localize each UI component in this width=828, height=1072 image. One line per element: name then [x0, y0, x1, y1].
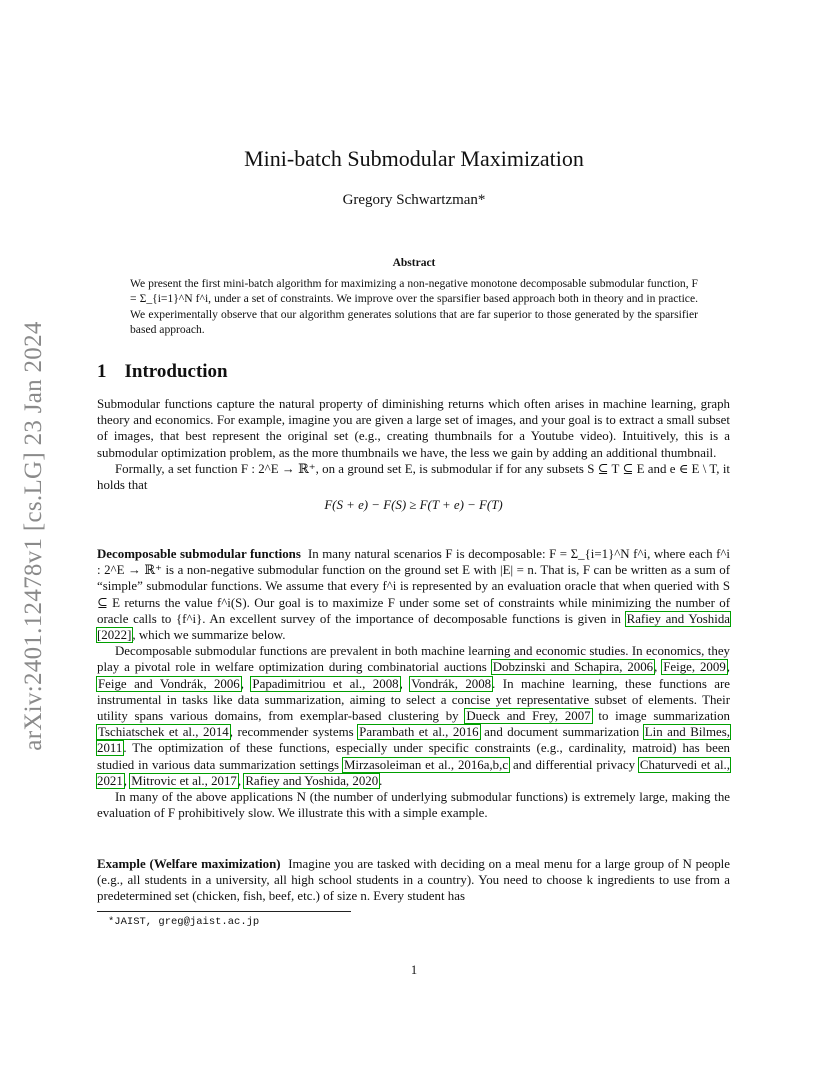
paragraph-4-text: . In machine learning, these functions are instrumental in tasks like data summarization, aiming to select a concise yet representative subset of elements. Their utility spans various domains, from exemplar-based clustering by [97, 676, 730, 724]
citation-link[interactable]: Chaturvedi et al., 2021 [97, 757, 730, 788]
citation-link[interactable]: Dueck and Frey, 2007 [466, 709, 591, 724]
section-heading [97, 361, 228, 383]
paragraph-4-text: and differential privacy [512, 757, 636, 772]
equation: F(S + e) − F(S) ≥ F(T + e) − F(T) [324, 498, 503, 513]
paragraph-3-heading: Decomposable submodular functions [97, 547, 301, 561]
paragraph-3 [97, 546, 730, 643]
citation-link[interactable]: Tschiatschek et al., 2014 [98, 725, 229, 740]
section-title: Introduction [124, 361, 228, 382]
paragraph-4-text: to image summarization [598, 709, 731, 724]
citation-link[interactable]: Feige and Vondrák, 2006 [98, 676, 240, 691]
citation-link[interactable]: Rafiey and Yoshida [2022] [97, 611, 730, 643]
citation-link[interactable]: Dobzinski and Schapira, 2006 [492, 660, 654, 675]
footnote: *JAIST, greg@jaist.ac.jp [108, 916, 260, 928]
section-number: 1 [97, 361, 107, 382]
paragraph-3-text: In many natural scenarios F is decomposable: F = Σ_{i=1}^N f^i, where each f^i : 2^E → ℝ⁺ is a non-negative submodular function on the ground set E with |E| = n. That is, F can be written as a sum of “simple” submodular functions. We assume that every f^i is represented by an evaluation oracle that when queried with S ⊆ E returns the value f^i(S). Our goal is to maximize F under some set of constraints while minimizing the number of oracle calls to {f^i}. An excellent survey of the importance of decomposable functions is given in [97, 547, 731, 626]
paper-title: Mini-batch Submodular Maximization [244, 146, 584, 171]
paragraph-4-text: . The optimization of these functions, especially under specific constraints (e.g., cardinality, matroid) has been studied in various data summarization settings [97, 741, 730, 772]
paragraph-4-text: and document summarization [484, 725, 640, 740]
citation-link[interactable]: Rafiey and Yoshida, 2020 [245, 773, 379, 788]
paragraph-4: Decomposable submodular functions are prevalent in both machine learning and economic studies. In economics, they play a pivotal role in welfare optimization during combinatorial auctions Dobzinski and Schapira, 2006, Feige, 2009, Feige and Vondrák, 2006, Papadimitriou et al., 2008, Vondrák, 2008. In machine learning, these functions are instrumental in tasks like data summarization, aiming to select a concise yet representative subset of elements. Their utility spans various domains, from exemplar-based clustering by Dueck and Frey, 2007 to image summarization Tschiatschek et al., 2014, recommender systems Parambath et al., 2016 and document summarization Lin and Bilmes, 2011. The optimization of these functions, especially under specific constraints (e.g., cardinality, matroid) has been studied in various data summarization settings Mirzasoleiman et al., 2016a,b,c and differential privacy Chaturvedi et al., 2021, Mitrovic et al., 2017, Rafiey and Yoshida, 2020. [97, 644, 731, 788]
body-text-2 [97, 546, 730, 821]
arxiv-id: arXiv:2401.12478v1 [cs.LG] 23 Jan 2024 [20, 321, 47, 751]
paragraph-2: Formally, a set function F : 2^E → ℝ⁺, on a ground set E, is submodular if for any subsets S ⊆ T ⊆ E and e ∈ E \ T, it holds that [97, 461, 730, 493]
citation-link[interactable]: Vondrák, 2008 [411, 676, 492, 691]
citation-link[interactable]: Lin and Bilmes, 2011 [97, 725, 730, 756]
citation-link[interactable]: Parambath et al., 2016 [359, 725, 479, 740]
paper-author: Gregory Schwartzman* [342, 192, 486, 208]
page-number: 1 [410, 963, 418, 977]
abstract-text: We present the first mini-batch algorithm for maximizing a non-negative monotone decomposable submodular function, F = Σ_{i=1}^N f^i, under a set of constraints. We improve over the sparsifier based approach both in theory and in practice. We experimentally observe that our algorithm generates solutions that are far superior to those generated by the sparsifier based approach. [130, 277, 698, 336]
citation-link[interactable]: Mitrovic et al., 2017 [131, 773, 237, 788]
citation-link[interactable]: Feige, 2009 [663, 660, 726, 675]
body-text [97, 396, 730, 517]
citation-link[interactable]: Mirzasoleiman et al., 2016a,b,c [343, 757, 509, 772]
citation-link[interactable]: Papadimitriou et al., 2008 [252, 676, 399, 691]
paragraph-6-text: Imagine you are tasked with deciding on a meal menu for a large group of N people (e.g., all students in a university, all high school students in a country). You need to choose k ingredients to use from a predetermined set (chicken, fish, beef, etc.) of size n. Every student has [97, 857, 730, 904]
paragraph-4-text: . [379, 773, 383, 788]
paragraph-1: Submodular functions capture the natural property of diminishing returns which often arises in machine learning, graph theory and economics. For example, imagine you are given a large set of images, and your goal is to extract a small subset of images, that best represent the original set (e.g., creating thumbnails for a Youtube video). Intuitively, this is a submodular optimization problem, as the more thumbnails we have, the less we gain by adding an additional thumbnail. [97, 397, 730, 460]
footnote-rule [97, 911, 351, 912]
paragraph-6 [97, 856, 730, 905]
paragraph-4-text: , recommender systems [229, 725, 354, 740]
paragraph-5: In many of the above applications N (the number of underlying submodular functions) is extremely large, making the evaluation of F prohibitively slow. We illustrate this with a simple example. [97, 790, 730, 821]
paragraph-6-heading: Example (Welfare maximization) [97, 857, 281, 871]
body-text-3 [97, 856, 730, 905]
paragraph-3-end: , which we summarize below. [132, 628, 286, 643]
paragraph-4-text: Decomposable submodular functions are prevalent in both machine learning and economic studies. In economics, they play a pivotal role in welfare optimization during combinatorial auctions [97, 644, 730, 675]
abstract-heading: Abstract [392, 257, 436, 269]
